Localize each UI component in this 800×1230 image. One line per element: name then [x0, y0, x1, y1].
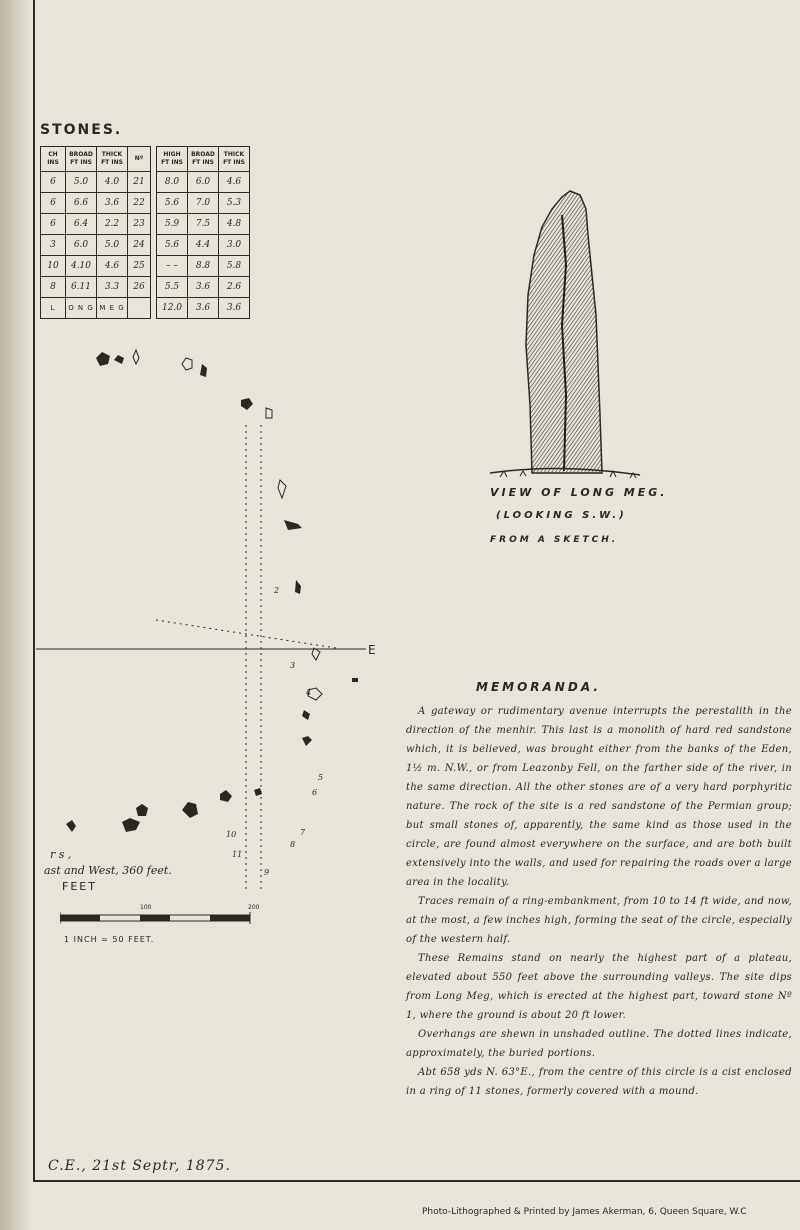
table-cell: O N G	[66, 298, 97, 319]
table-header-row	[41, 147, 250, 172]
stone-marker	[241, 398, 253, 410]
dotted-lines	[156, 425, 336, 890]
stone-number-label: 2	[274, 586, 280, 595]
table-cell: 5.9	[157, 214, 188, 235]
memoranda-body	[406, 702, 792, 1101]
table-cell: 3.6	[188, 277, 219, 298]
table-cell: L	[41, 298, 66, 319]
scale-tick-100: 100	[140, 904, 152, 911]
table-cell: 2.6	[219, 277, 250, 298]
table-cell: 24	[128, 235, 151, 256]
stone-marker	[133, 350, 139, 364]
scale-unit-label: FEET	[62, 880, 97, 893]
table-cell: 21	[128, 172, 151, 193]
table-cell: 5.3	[219, 193, 250, 214]
table-cell: 4.0	[97, 172, 128, 193]
stone-number-label: 6	[312, 788, 318, 797]
col-header-thick-left: CH INS	[41, 147, 66, 172]
printer-imprint: Photo-Lithographed & Printed by James Akerman, 6, Queen Square, W.C	[422, 1207, 747, 1217]
table-cell: 3.0	[219, 235, 250, 256]
stone-marker	[66, 820, 76, 832]
table-cell: 3.3	[97, 277, 128, 298]
stone-marker	[302, 736, 312, 746]
stone-marker	[220, 790, 232, 802]
table-cell: 2.2	[97, 214, 128, 235]
table-cell: 3.6	[188, 298, 219, 319]
table-cell: 6	[41, 193, 66, 214]
memoranda-paragraph: A gateway or rudimentary avenue interrupts the perestalith in the direction of the menhir. This last is a monolith of hard red sandstone which, it is believed, was brought either from the banks of the Eden, 1½ m. N.W., or from Leazonby Fell, on the farther side of the river, in the same direction. All the other stones are of a very hard porphyritic nature. The rock of the site is a red sandstone of the Permian group; but small stones of, apparently, the same kind as those used in the circle, are found almost everywhere on the surface, and are both built extensively into the walls, and used for repairing the roads over a large area in the locality.	[406, 706, 792, 888]
table-cell: 6.0	[66, 235, 97, 256]
view-caption-source: FROM A SKETCH.	[490, 535, 619, 545]
stone-marker	[302, 710, 310, 720]
stone-marker	[182, 358, 192, 370]
stone-marker	[96, 352, 110, 366]
table-cell	[128, 298, 151, 319]
stone-number-label: 11	[232, 850, 243, 859]
stone-marker	[295, 580, 301, 594]
col-header-thick-right: THICK FT INS	[219, 147, 250, 172]
table-cell: 4.6	[97, 256, 128, 277]
table-cell: 4.10	[66, 256, 97, 277]
table-cell: 5.8	[219, 256, 250, 277]
stone-number-label: 8	[290, 840, 296, 849]
long-meg-sketch	[470, 175, 650, 485]
col-header-high: HIGH FT INS	[157, 147, 188, 172]
table-cell: 8.8	[188, 256, 219, 277]
table-cell: 6.0	[188, 172, 219, 193]
table-cell: 7.5	[188, 214, 219, 235]
table-cell: 3.6	[97, 193, 128, 214]
table-cell: 12.0	[157, 298, 188, 319]
stone-dimensions-table	[40, 146, 250, 319]
frame-bottom-line	[33, 1180, 800, 1182]
stone-marker	[200, 364, 207, 377]
table-cell: 10	[41, 256, 66, 277]
stone-marker	[114, 355, 124, 364]
table-row	[41, 298, 250, 319]
table-cell: 3.6	[219, 298, 250, 319]
memoranda-paragraph: Traces remain of a ring-embankment, from 10 to 14 ft wide, and now, at the most, a few inches high, forming the seat of the circle, especially of the western half.	[406, 896, 792, 945]
table-cell: 6	[41, 214, 66, 235]
col-header-broad-left: BROAD FT INS	[66, 147, 97, 172]
table-cell: 3	[41, 235, 66, 256]
table-cell: 7.0	[188, 193, 219, 214]
memoranda-heading: MEMORANDA.	[476, 680, 601, 694]
stone-marker	[312, 648, 320, 660]
table-row	[41, 235, 250, 256]
stone-number-label: 4	[306, 688, 312, 697]
compass-east-label: E	[368, 643, 376, 657]
table-cell: 23	[128, 214, 151, 235]
table-cell: 8.0	[157, 172, 188, 193]
scale-bar	[60, 912, 260, 926]
stone-marker	[182, 802, 198, 818]
circle-plan-map	[36, 330, 416, 890]
table-cell: 4.4	[188, 235, 219, 256]
table-cell: 22	[128, 193, 151, 214]
diameter-note: ast and West, 360 feet.	[44, 864, 172, 877]
table-cell: 5.6	[157, 193, 188, 214]
col-header-thick-left-2: THICK FT INS	[97, 147, 128, 172]
stone-number-label: 10	[226, 830, 237, 839]
table-row	[41, 214, 250, 235]
table-cell: 8	[41, 277, 66, 298]
col-header-broad-right: BROAD FT INS	[188, 147, 219, 172]
stone-marker	[136, 804, 148, 816]
view-caption-direction: (LOOKING S.W.)	[496, 510, 627, 521]
signature-date: C.E., 21st Septr, 1875.	[48, 1158, 231, 1174]
table-cell: 4.6	[219, 172, 250, 193]
memoranda-paragraph: Overhangs are shewn in unshaded outline. The dotted lines indicate, approximately, the buried portions.	[406, 1029, 792, 1059]
table-cell: 4.8	[219, 214, 250, 235]
scale-tick-200: 200	[248, 904, 260, 911]
stone-number-label: 3	[290, 661, 296, 670]
stone-number-label: 7	[300, 828, 306, 837]
page-binding-edge	[0, 0, 32, 1230]
table-row	[41, 172, 250, 193]
table-cell: 5.0	[97, 235, 128, 256]
table-cell: 5.0	[66, 172, 97, 193]
table-cell: 25	[128, 256, 151, 277]
view-caption-title: VIEW OF LONG MEG.	[490, 486, 668, 499]
memoranda-paragraph: Abt 658 yds N. 63°E., from the centre of this circle is a cist enclosed in a ring of 11 stones, formerly covered with a mound.	[406, 1067, 792, 1097]
table-row	[41, 193, 250, 214]
table-cell: 6	[41, 172, 66, 193]
table-cell: 6.4	[66, 214, 97, 235]
stone-number-label: 9	[264, 868, 270, 877]
stone-marker	[122, 818, 140, 832]
table-cell: – –	[157, 256, 188, 277]
table-cell: M E G	[97, 298, 128, 319]
table-cell: 6.11	[66, 277, 97, 298]
table-row	[41, 277, 250, 298]
sheet-title: STONES.	[40, 122, 123, 138]
stone-marker	[266, 408, 272, 418]
stone-marker	[278, 480, 286, 498]
table-row	[41, 256, 250, 277]
stone-markers	[66, 350, 358, 832]
table-cell: 5.5	[157, 277, 188, 298]
stone-number-label: 5	[318, 773, 324, 782]
table-cell: 6.6	[66, 193, 97, 214]
table-cell: 5.6	[157, 235, 188, 256]
scale-ratio-text: 1 INCH = 50 FEET.	[64, 935, 155, 944]
stone-marker	[284, 520, 302, 530]
memoranda-paragraph: These Remains stand on nearly the highest part of a plateau, elevated about 550 feet above the surrounding valleys. The site dips from Long Meg, which is erected at the highest part, toward stone Nº 1, where the ground is about 20 ft lower.	[406, 953, 792, 1021]
table-cell: 26	[128, 277, 151, 298]
margin-text-fragment: r s ,	[50, 848, 72, 861]
stone-marker	[352, 678, 358, 682]
frame-left-line	[33, 0, 35, 1180]
col-header-number: Nº	[128, 147, 151, 172]
